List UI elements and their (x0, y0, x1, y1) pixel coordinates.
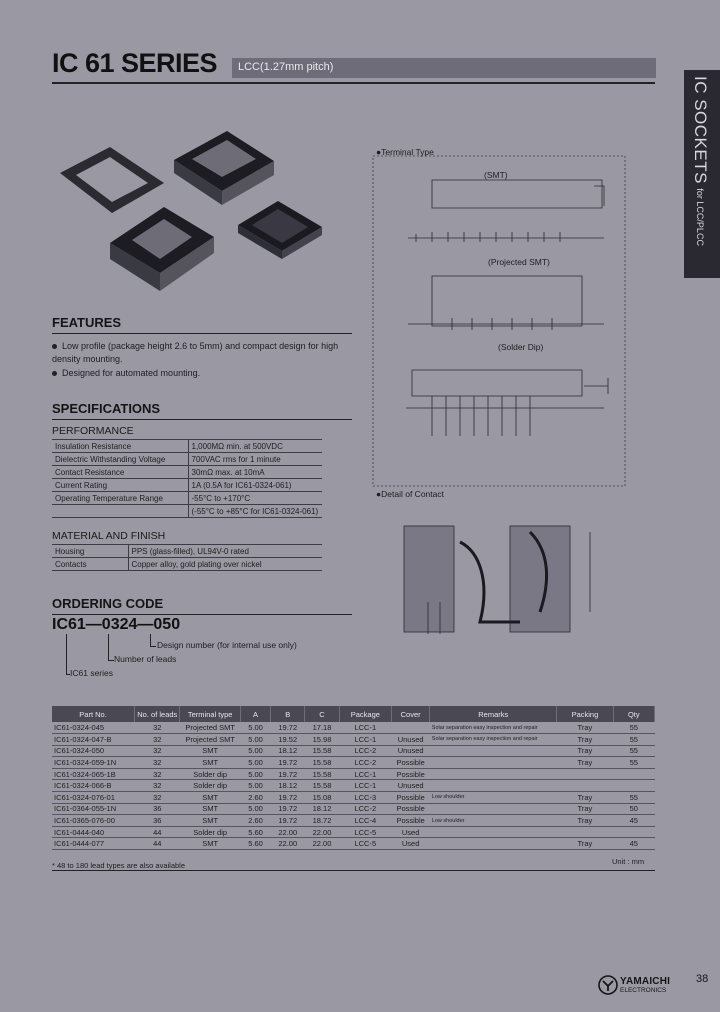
yamaichi-logo (598, 974, 690, 998)
table-cell: Solar separation easy inspection and repair (430, 722, 557, 734)
table-cell: Tray (557, 722, 613, 734)
socket-body-image-2 (110, 207, 214, 291)
unit-note: Unit : mm (612, 857, 645, 866)
table-cell: 15.58 (305, 780, 339, 792)
col-header: Terminal type (180, 706, 240, 722)
table-cell: 5.00 (240, 768, 270, 780)
table-cell: Tray (557, 757, 613, 769)
table-cell: Possible (392, 757, 430, 769)
col-header: B (271, 706, 305, 722)
spec-label: Operating Temperature Range (52, 492, 188, 505)
table-row (52, 826, 655, 838)
table-cell: 18.72 (305, 815, 339, 827)
table-cell: 36 (135, 815, 180, 827)
title-rule (52, 82, 655, 84)
table-cell: Solder dip (180, 768, 240, 780)
table-cell: SMT (180, 803, 240, 815)
spec-label: Contact Resistance (52, 466, 188, 479)
table-cell: IC61-0324-047-B (52, 734, 135, 746)
table-cell: 5.00 (240, 803, 270, 815)
table-cell: Possible (392, 803, 430, 815)
table-cell: Tray (557, 745, 613, 757)
table-cell: LCC-5 (339, 826, 391, 838)
code-note-series: IC61 series (70, 668, 113, 678)
table-cell (430, 745, 557, 757)
table-cell: 5.00 (240, 734, 270, 746)
table-cell: 32 (135, 792, 180, 804)
spec-label: Current Rating (52, 479, 188, 492)
table-cell: 32 (135, 780, 180, 792)
table-cell: LCC-1 (339, 722, 391, 734)
socket-body-image-1 (174, 131, 274, 205)
table-cell: Unused (392, 745, 430, 757)
table-cell: 15.58 (305, 768, 339, 780)
spec-label: Housing (52, 545, 128, 558)
socket-frame-image (60, 147, 164, 213)
table-cell (430, 757, 557, 769)
material-table (52, 544, 322, 571)
table-cell: Used (392, 838, 430, 850)
table-cell: Tray (557, 838, 613, 850)
table-row (52, 505, 322, 518)
col-header: Cover (392, 706, 430, 722)
col-header: No. of leads (135, 706, 180, 722)
table-cell: 22.00 (305, 826, 339, 838)
side-tab-sublabel: for LCC/PLCC (695, 188, 705, 246)
spec-label (52, 505, 188, 518)
table-cell: IC61-0324-045 (52, 722, 135, 734)
table-cell: Tray (557, 815, 613, 827)
table-cell: Solder dip (180, 826, 240, 838)
spec-value: 700VAC rms for 1 minute (188, 453, 322, 466)
table-cell: 5.60 (240, 838, 270, 850)
col-header: A (240, 706, 270, 722)
spec-value: Copper alloy, gold plating over nickel (128, 558, 322, 571)
table-cell: 55 (613, 757, 654, 769)
order-table (52, 706, 655, 850)
detail-contact-label: ●Detail of Contact (376, 489, 444, 499)
logo-mark-icon (598, 975, 618, 995)
table-cell (613, 826, 654, 838)
spec-label: Insulation Resistance (52, 440, 188, 453)
table-row (52, 792, 655, 804)
table-cell (430, 803, 557, 815)
table-cell: LCC-2 (339, 803, 391, 815)
table-cell: Solder dip (180, 780, 240, 792)
col-header: Part No. (52, 706, 135, 722)
table-cell: 2.60 (240, 792, 270, 804)
table-cell: Low shoulder (430, 815, 557, 827)
spec-value: -55°C to +170°C (188, 492, 322, 505)
table-cell: LCC-4 (339, 815, 391, 827)
ordering-rule (52, 614, 352, 615)
table-cell: 32 (135, 757, 180, 769)
solder-dip-drawing (406, 370, 608, 436)
table-cell (430, 838, 557, 850)
table-cell: LCC-2 (339, 757, 391, 769)
specifications-rule (52, 419, 352, 420)
table-cell: 36 (135, 803, 180, 815)
table-cell: 32 (135, 734, 180, 746)
table-cell: 18.12 (305, 803, 339, 815)
table-row (52, 757, 655, 769)
table-header-row (52, 706, 655, 722)
solder-dip-label: (Solder Dip) (498, 342, 544, 352)
table-cell: 45 (613, 838, 654, 850)
table-row (52, 440, 322, 453)
spec-value: 1,000MΩ min. at 500VDC (188, 440, 322, 453)
spec-value: 1A (0.5A for IC61-0324-061) (188, 479, 322, 492)
smt-drawing (408, 180, 604, 242)
projected-smt-label: (Projected SMT) (488, 257, 550, 267)
table-row (52, 558, 322, 571)
feature-text: Low profile (package height 2.6 to 5mm) and compact design for high density mounting. (52, 341, 339, 364)
table-cell: SMT (180, 757, 240, 769)
table-cell: 22.00 (305, 838, 339, 850)
product-photo (52, 125, 342, 305)
table-cell: 5.00 (240, 722, 270, 734)
bottom-rule (52, 870, 655, 871)
table-cell: 19.72 (271, 757, 305, 769)
table-cell: IC61-0324-066-B (52, 780, 135, 792)
bullet-icon (52, 371, 57, 376)
col-header: C (305, 706, 339, 722)
table-row (52, 722, 655, 734)
table-cell: Possible (392, 815, 430, 827)
table-cell: IC61-0324-059-1N (52, 757, 135, 769)
table-row (52, 815, 655, 827)
table-cell: SMT (180, 745, 240, 757)
table-row (52, 734, 655, 746)
table-cell: Solar separation easy inspection and repair (430, 734, 557, 746)
table-cell: IC61-0365-076-00 (52, 815, 135, 827)
specifications-heading: SPECIFICATIONS (52, 401, 161, 416)
order-table-body (52, 722, 655, 850)
table-row (52, 492, 322, 505)
table-cell: 22.00 (271, 826, 305, 838)
table-cell: Low shoulder (430, 792, 557, 804)
spec-value: PPS (glass-filled), UL94V-0 rated (128, 545, 322, 558)
table-cell: IC61-0444-040 (52, 826, 135, 838)
table-cell (557, 826, 613, 838)
table-cell: 5.00 (240, 757, 270, 769)
bullet-icon (52, 344, 57, 349)
table-cell: 15.08 (305, 792, 339, 804)
table-cell: LCC-3 (339, 792, 391, 804)
leader-line (108, 634, 109, 660)
col-header: Packing (557, 706, 613, 722)
table-cell: 32 (135, 745, 180, 757)
spec-label: Dielectric Withstanding Voltage (52, 453, 188, 466)
table-cell: 19.72 (271, 803, 305, 815)
col-header: Package (339, 706, 391, 722)
table-cell: 19.72 (271, 815, 305, 827)
table-cell: Unused (392, 780, 430, 792)
feature-item (52, 367, 352, 380)
table-cell: Tray (557, 803, 613, 815)
features-heading: FEATURES (52, 315, 122, 330)
features-rule (52, 333, 352, 334)
terminal-type-label: ●Terminal Type (376, 147, 434, 157)
table-cell: LCC-1 (339, 768, 391, 780)
terminal-type-diagram (372, 146, 628, 490)
table-cell (613, 780, 654, 792)
table-cell: IC61-0364-055-1N (52, 803, 135, 815)
table-cell: 15.58 (305, 757, 339, 769)
table-cell: IC61-0324-050 (52, 745, 135, 757)
table-cell: IC61-0444-077 (52, 838, 135, 850)
performance-table (52, 439, 322, 518)
table-cell (557, 780, 613, 792)
table-cell: 19.72 (271, 722, 305, 734)
table-cell: Unused (392, 734, 430, 746)
spec-value: 30mΩ max. at 10mA (188, 466, 322, 479)
table-cell: 44 (135, 838, 180, 850)
table-cell: 55 (613, 722, 654, 734)
table-cell: 18.12 (271, 780, 305, 792)
table-cell: 32 (135, 768, 180, 780)
leader-line (150, 646, 156, 647)
table-cell: SMT (180, 792, 240, 804)
col-header: Qty (613, 706, 654, 722)
table-cell: 15.98 (305, 734, 339, 746)
table-row (52, 545, 322, 558)
performance-heading: PERFORMANCE (52, 425, 134, 437)
material-heading: MATERIAL AND FINISH (52, 530, 166, 542)
col-header: Remarks (430, 706, 557, 722)
table-cell: 15.58 (305, 745, 339, 757)
lcc-package-image (238, 201, 322, 259)
smt-label: (SMT) (484, 170, 508, 180)
feature-item (52, 340, 352, 366)
code-note-leads: Number of leads (114, 654, 177, 664)
table-row (52, 745, 655, 757)
side-tab (684, 70, 720, 278)
table-cell: 55 (613, 734, 654, 746)
footnote: * 48 to 180 lead types are also available (52, 861, 186, 870)
table-cell: IC61-0324-065-1B (52, 768, 135, 780)
table-row (52, 768, 655, 780)
table-cell: Tray (557, 792, 613, 804)
table-cell (430, 826, 557, 838)
table-cell: IC61-0324-076-01 (52, 792, 135, 804)
ordering-code: IC61—0324—050 (52, 616, 181, 633)
table-row (52, 780, 655, 792)
table-row (52, 466, 322, 479)
table-cell: LCC-1 (339, 780, 391, 792)
table-cell: 22.00 (271, 838, 305, 850)
table-row (52, 453, 322, 466)
table-cell (430, 780, 557, 792)
table-cell: 45 (613, 815, 654, 827)
table-row (52, 838, 655, 850)
table-cell: 2.60 (240, 815, 270, 827)
table-cell: 17.18 (305, 722, 339, 734)
table-cell: LCC-5 (339, 838, 391, 850)
table-cell: 19.72 (271, 792, 305, 804)
table-cell: Tray (557, 734, 613, 746)
table-cell: Projected SMT (180, 722, 240, 734)
diagram-frame (373, 156, 625, 486)
table-cell: 5.60 (240, 826, 270, 838)
table-row (52, 803, 655, 815)
leader-line (150, 634, 151, 646)
code-note-design: Design number (for internal use only) (157, 640, 297, 650)
table-cell: Used (392, 826, 430, 838)
table-cell: SMT (180, 838, 240, 850)
contact-detail-diagram (400, 522, 616, 640)
table-cell: LCC-2 (339, 745, 391, 757)
table-cell: 50 (613, 803, 654, 815)
table-cell: 5.00 (240, 745, 270, 757)
side-tab-label: IC SOCKETS (691, 76, 710, 184)
spec-label: Contacts (52, 558, 128, 571)
brand-sub: ELECTRONICS (620, 987, 667, 994)
ordering-heading: ORDERING CODE (52, 596, 164, 611)
leader-line (66, 634, 67, 674)
spec-value: (-55°C to +85°C for IC61-0324-061) (188, 505, 322, 518)
table-cell: 19.72 (271, 768, 305, 780)
table-cell: Projected SMT (180, 734, 240, 746)
table-cell (557, 768, 613, 780)
page-subtitle: LCC(1.27mm pitch) (232, 58, 656, 78)
feature-text: Designed for automated mounting. (62, 368, 201, 378)
table-cell: 44 (135, 826, 180, 838)
table-cell: Possible (392, 792, 430, 804)
projected-smt-drawing (408, 276, 604, 330)
brand-name: YAMAICHI (620, 976, 671, 987)
table-cell: 5.00 (240, 780, 270, 792)
table-cell: 55 (613, 792, 654, 804)
table-cell: 18.12 (271, 745, 305, 757)
table-cell (613, 768, 654, 780)
table-cell: 32 (135, 722, 180, 734)
page-title: IC 61 SERIES (52, 48, 218, 78)
table-row (52, 479, 322, 492)
table-cell: SMT (180, 815, 240, 827)
table-cell: LCC-1 (339, 734, 391, 746)
table-cell (392, 722, 430, 734)
table-cell: Possible (392, 768, 430, 780)
table-cell: 55 (613, 745, 654, 757)
table-cell: 19.52 (271, 734, 305, 746)
page-number: 38 (696, 973, 709, 985)
table-cell (430, 768, 557, 780)
